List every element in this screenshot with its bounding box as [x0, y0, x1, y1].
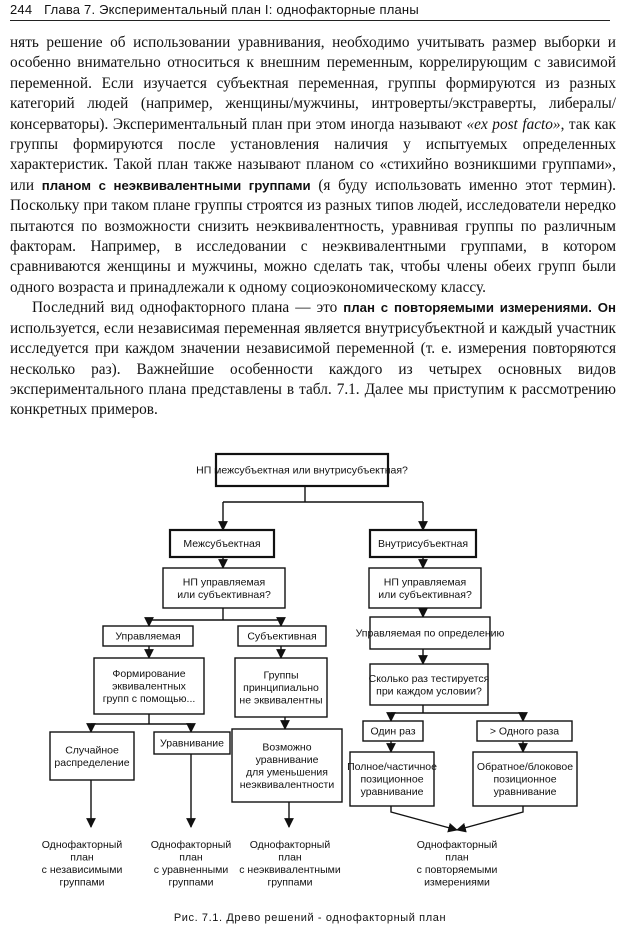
once-label: Один раз — [370, 725, 416, 738]
root-question-label: НП межсубъектная или внутрисубъектная? — [196, 464, 408, 477]
between-subjects-label: Межсубъектная — [183, 538, 261, 550]
header-rule — [10, 20, 610, 21]
decision-tree-diagram — [0, 440, 620, 910]
manipulated-label: Управляемая — [115, 630, 181, 643]
form-equivalent-groups-label: Формирование эквивалентных групп с помощью... — [102, 668, 196, 705]
more-than-once-label: > Одного раза — [489, 725, 560, 738]
p1-italic: «ex post facto» — [466, 115, 561, 133]
paragraph-2 — [10, 298, 616, 420]
body-text — [10, 33, 616, 421]
p2-bold-term: план с повторяемыми измерениями. Он — [343, 300, 616, 316]
how-many-times-label: Сколько раз тестируется при каждом условии? — [368, 672, 490, 698]
paragraph-1 — [10, 33, 616, 298]
subject-variable-label: Субъективная — [247, 630, 317, 643]
non-equivalent-groups-label: Группы принципиально не эквивалентны — [239, 669, 323, 707]
running-header — [10, 2, 419, 17]
within-subjects-label: Внутрисубъектная — [377, 538, 469, 550]
outcome-repeated-measures-label: Однофакторный план с повторяемыми измерениями — [416, 838, 498, 889]
p2-text-a: Последний вид однофакторного плана — это — [32, 299, 344, 317]
by-definition-label: Управляемая по определению — [355, 627, 505, 640]
outcome-independent-groups-label: Однофакторный план с независимыми группами — [41, 838, 123, 889]
page-number: 244 — [10, 2, 33, 17]
p1-text-b: , так как группы формируются после установления наличия у испытуемых определенных характеристик. Такой план также называют планом со «стихийно возникшими группами», или — [10, 115, 616, 194]
complete-partial-counterbalancing-label: Полное/частичное позиционное уравнивание — [347, 761, 437, 798]
figure-caption: Рис. 7.1. Древо решений - однофакторный план — [173, 912, 447, 924]
p1-bold-term: планом с неэквивалентными группами — [41, 177, 311, 193]
p1-text-a: нять решение об использовании уравнивания, необходимо учитывать размер выборки и особенно внимательно относиться к внешним переменным, коррелирующим с зависимой переменной. Если изучается субъектная переменная, группы формируются из разных категорий людей (например, женщины/мужчины, интроверты/экстраверты, либералы/консерваторы). Экспериментальный план при этом иногда называют — [10, 34, 616, 133]
possible-matching-label: Возможно уравнивание для уменьшения неэквивалентности — [239, 741, 335, 791]
matching-label: Уравнивание — [160, 737, 224, 750]
random-assignment-label: Случайное распределение — [54, 744, 130, 769]
between-manipulated-question-label: НП управляемая или субъективная? — [177, 576, 271, 601]
chapter-title: Глава 7. Экспериментальный план I: однофакторные планы — [44, 2, 419, 17]
p2-text-b: используется, если независимая переменная является внутрисубъектной и каждый участник исследуется при каждом значении независимой переменной (т. е. измерения повторяются несколько раз). Важнейшие особенности каждого из четырех основных видов экспериментального плана представлены в табл. 7.1. Далее мы приступим к рассмотрению конкретных примеров. — [10, 319, 616, 419]
outcome-matched-groups-label: Однофакторный план с уравненными группами — [150, 838, 232, 889]
within-manipulated-question-label: НП управляемая или субъективная? — [378, 576, 472, 601]
outcome-nonequivalent-groups-label: Однофакторный план с неэквивалентными группами — [239, 838, 341, 889]
p1-text-c: (я буду использовать именно этот термин). Поскольку при таком плане группы строятся из разных типов людей, исследователи нередко пытаются по возможности снизить неэквивалентность, уравнивая группы по различным факторам. Например, в исследовании с неэквивалентными группами, в котором сравниваются женщины и мужчины, можно сделать так, чтобы члены обеих групп были одного возраста и принадлежали к одному социоэкономическому классу. — [10, 176, 616, 296]
reverse-block-counterbalancing-label: Обратное/блоковое позиционное уравнивание — [476, 761, 574, 798]
